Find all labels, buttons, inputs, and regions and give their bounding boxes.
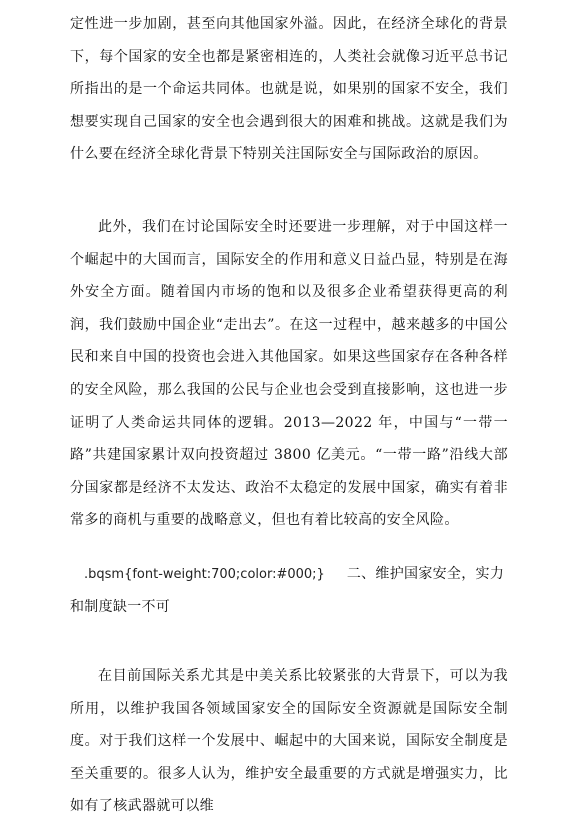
paragraph-continued: 定性进一步加剧，甚至向其他国家外溢。因此，在经济全球化的背景下，每个国家的安全也都是紧密相连的，人类社会就像习近平总书记所指出的是一个命运共同体。也就是说，如果别的国家不安全，我们想要实现自己国家的安全也会遇到很大的困难和挑战。这就是我们为什么要在经济全球化背景下特别关注国际安全与国际政治的原因。 <box>70 16 508 163</box>
section-heading: 二、维护国家安全，实力和制度缺一不可 <box>70 565 505 615</box>
paragraph-security-institutions: 在目前国际关系尤其是中美关系比较紧张的大背景下，可以为我所用，以维护我国各领域国家安全的国际安全资源就是国际安全制度。对于我们这样一个发展中、崛起中的大国来说，国际安全制度是至关重要的。很多人认为，维护安全最重要的方式就是增强实力，比如有了核武器就可以维 <box>70 667 508 815</box>
leaked-css-text: .bqsm{font-weight:700;color:#000;} <box>84 566 325 582</box>
section-heading-block <box>70 558 508 623</box>
paragraph-gap <box>70 171 508 211</box>
paragraph-overseas-security: 此外，我们在讨论国际安全时还要进一步理解，对于中国这样一个崛起中的大国而言，国际安全的作用和意义日益凸显，特别是在海外安全方面。随着国内市场的饱和以及很多企业希望获得更高的利润，我们鼓励中国企业“走出去”。在这一过程中，越来越多的中国公民和来自中国的投资也会进入其他国家。如果这些国家存在各种各样的安全风险，那么我国的公民与企业也会受到直接影响，这也进一步证明了人类命运共同体的逻辑。2013—2022 年，中国与“一带一路”共建国家累计双向投资超过 3800 亿美元。“一带一路”沿线大部分国家都是经济不太发达、政治不太稳定的发展中国家，确实有着非常多的商机与重要的战略意义，但也有着比较高的安全风险。 <box>70 218 508 529</box>
paragraph-gap <box>70 537 508 558</box>
paragraph-gap <box>70 623 508 660</box>
